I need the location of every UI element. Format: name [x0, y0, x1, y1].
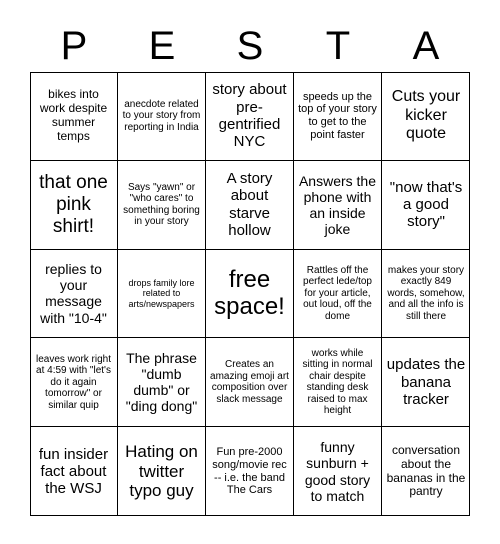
bingo-cell-text: Creates an amazing emoji art composition over slack message	[210, 359, 289, 405]
bingo-cell-text: makes your story exactly 849 words, somehow, and all the info is still there	[387, 264, 465, 322]
bingo-cell-text: that one pink shirt!	[39, 171, 108, 237]
bingo-cell[interactable]	[30, 161, 118, 250]
bingo-grid	[30, 72, 470, 516]
bingo-cell[interactable]	[118, 72, 206, 161]
bingo-cell[interactable]	[382, 161, 470, 250]
bingo-cell-text: Cuts your kicker quote	[391, 88, 461, 143]
bingo-cell-text: Hating on twitter typo guy	[125, 442, 198, 501]
bingo-cell-text: Says "yawn" or "who cares" to something boring in your story	[123, 181, 200, 228]
bingo-cell[interactable]	[294, 161, 382, 250]
bingo-cell-text: anecdote related to your story from reporting in India	[122, 98, 201, 133]
bingo-cell-text: fun insider fact about the WSJ	[38, 445, 109, 498]
bingo-cell[interactable]	[294, 427, 382, 516]
bingo-cell[interactable]	[382, 250, 470, 339]
bingo-cell[interactable]	[30, 427, 118, 516]
bingo-cell-text: story about pre-gentrified NYC	[212, 81, 287, 151]
bingo-cell[interactable]	[382, 338, 470, 427]
bingo-cell-text: updates the banana tracker	[386, 356, 466, 408]
bingo-cell[interactable]	[294, 338, 382, 427]
bingo-cell-text: conversation about the bananas in the pantry	[386, 442, 466, 499]
bingo-cell-text: The phrase "dumb dumb" or "ding dong"	[125, 350, 198, 415]
bingo-cell[interactable]	[30, 72, 118, 161]
bingo-cell[interactable]	[118, 161, 206, 250]
bingo-cell-text: Answers the phone with an inside joke	[298, 172, 377, 237]
bingo-cell[interactable]	[382, 72, 470, 161]
bingo-cell[interactable]	[30, 338, 118, 427]
bingo-cell[interactable]	[118, 427, 206, 516]
bingo-title	[30, 22, 470, 70]
title-letter-p: P	[60, 23, 88, 68]
bingo-cell-text: bikes into work despite summer temps	[39, 87, 108, 143]
bingo-cell[interactable]	[206, 338, 294, 427]
bingo-cell-text: leaves work right at 4:59 with "let's do it again tomorrow" or similar quip	[35, 353, 112, 411]
bingo-cell-text: speeds up the top of your story to get to the point faster	[298, 90, 377, 141]
bingo-cell-text: A story about starve hollow	[226, 170, 273, 239]
bingo-cell[interactable]	[206, 161, 294, 250]
bingo-cell[interactable]	[382, 427, 470, 516]
bingo-cell[interactable]	[206, 427, 294, 516]
bingo-cell-text: Fun pre-2000 song/movie rec -- i.e. the band The Cars	[212, 446, 287, 497]
title-letter-a: A	[412, 23, 440, 68]
bingo-cell[interactable]	[30, 250, 118, 339]
bingo-cell[interactable]	[206, 72, 294, 161]
bingo-cell-text: "now that's a good story"	[389, 178, 463, 231]
title-letter-s: S	[236, 23, 264, 68]
bingo-cell[interactable]	[294, 250, 382, 339]
bingo-cell-text: Rattles off the perfect lede/top for your article, out loud, off the dome	[303, 264, 372, 322]
title-letter-e: E	[148, 23, 176, 68]
title-letter-t: T	[325, 23, 351, 68]
bingo-cell-text: funny sunburn + good story to match	[304, 439, 371, 504]
free-space-cell[interactable]	[206, 250, 294, 339]
bingo-cell[interactable]	[118, 338, 206, 427]
bingo-cell[interactable]	[118, 250, 206, 339]
bingo-cell-text: free space!	[214, 265, 285, 321]
bingo-cell[interactable]	[294, 72, 382, 161]
bingo-cell-text: replies to your message with "10-4"	[40, 261, 107, 326]
bingo-cell-text: works while sitting in normal chair despite standing desk raised to max height	[302, 347, 373, 417]
bingo-cell-text: drops family lore related to arts/newspapers	[128, 277, 195, 309]
